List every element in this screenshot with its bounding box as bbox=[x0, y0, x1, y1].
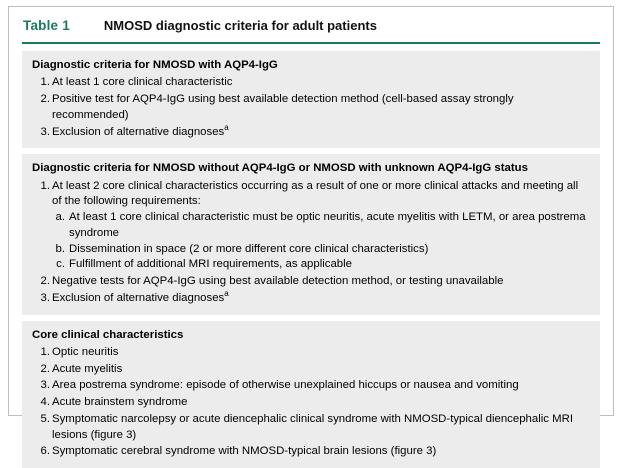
section-heading: Diagnostic criteria for NMOSD without AQP4-IgG or NMOSD with unknown AQP4-IgG status bbox=[32, 162, 528, 175]
list-text: Exclusion of alternative diagnoses bbox=[52, 125, 225, 138]
list-marker: 1. bbox=[40, 76, 50, 89]
criteria-list bbox=[32, 75, 590, 140]
list-marker: 4. bbox=[40, 396, 50, 409]
list-item bbox=[32, 345, 590, 361]
list-item bbox=[32, 378, 590, 394]
table-header bbox=[9, 7, 613, 42]
sub-list-marker: a. bbox=[55, 211, 65, 224]
list-item bbox=[32, 291, 590, 307]
footnote-marker: a bbox=[224, 289, 229, 299]
list-text: At least 1 core clinical characteristic bbox=[52, 76, 233, 89]
sub-list-marker: b. bbox=[55, 242, 65, 255]
criteria-section-without-aqp4 bbox=[22, 154, 600, 314]
sub-list-marker: c. bbox=[56, 258, 65, 271]
list-text: Symptomatic narcolepsy or acute diencephalic clinical syndrome with NMOSD-typical diencephalic MRI lesions (figure 3) bbox=[52, 412, 574, 441]
list-marker: 6. bbox=[40, 445, 50, 458]
core-clinical-characteristics-section bbox=[22, 321, 600, 468]
list-marker: 2. bbox=[40, 275, 50, 288]
list-text: Symptomatic cerebral syndrome with NMOSD-typical brain lesions (figure 3) bbox=[52, 445, 437, 458]
list-item bbox=[32, 92, 590, 123]
sub-list-text: At least 1 core clinical characteristic must be optic neuritis, acute myelitis with LETM, or area postrema syndrome bbox=[69, 211, 586, 239]
list-text: Optic neuritis bbox=[52, 345, 119, 358]
list-item bbox=[32, 274, 590, 290]
list-text: Acute brainstem syndrome bbox=[52, 396, 188, 409]
list-item bbox=[32, 362, 590, 378]
list-item bbox=[32, 75, 590, 91]
sub-list-text: Dissemination in space (2 or more different core clinical characteristics) bbox=[69, 242, 429, 255]
sub-list-item bbox=[52, 257, 590, 273]
section-heading: Core clinical characteristics bbox=[32, 328, 184, 341]
list-marker: 2. bbox=[40, 362, 50, 375]
list-item bbox=[32, 179, 590, 273]
list-marker: 3. bbox=[40, 379, 50, 392]
list-item bbox=[32, 395, 590, 411]
list-text: Acute myelitis bbox=[52, 362, 123, 375]
list-marker: 1. bbox=[40, 345, 50, 358]
list-text: Exclusion of alternative diagnoses bbox=[52, 291, 225, 304]
sub-list-item bbox=[52, 242, 590, 258]
footnote-marker: a bbox=[224, 122, 229, 132]
list-text: Area postrema syndrome: episode of otherwise unexplained hiccups or nausea and vomiting bbox=[52, 379, 519, 392]
list-text: At least 2 core clinical characteristics occurring as a result of one or more clinical attacks and meeting all of the following requirements: bbox=[52, 179, 579, 208]
sub-list-text: Fulfillment of additional MRI requirements, as applicable bbox=[69, 258, 353, 271]
list-item bbox=[32, 444, 590, 460]
list-marker: 1. bbox=[40, 179, 50, 192]
criteria-list bbox=[32, 179, 590, 307]
list-marker: 3. bbox=[40, 125, 50, 138]
sub-criteria-list bbox=[52, 210, 590, 273]
list-item bbox=[32, 122, 590, 141]
table-number: Table 1 bbox=[23, 18, 70, 33]
list-text: Positive test for AQP4-IgG using best available detection method (cell-based assay strongly recommended) bbox=[52, 93, 514, 121]
sub-list-item bbox=[52, 210, 590, 241]
list-item bbox=[32, 412, 590, 443]
table-title: NMOSD diagnostic criteria for adult patients bbox=[103, 18, 377, 33]
table-container bbox=[8, 6, 614, 458]
table-body bbox=[9, 44, 613, 468]
list-marker: 3. bbox=[40, 291, 50, 304]
criteria-list bbox=[32, 345, 590, 460]
criteria-section-with-aqp4 bbox=[22, 51, 600, 148]
list-marker: 2. bbox=[40, 93, 50, 106]
list-marker: 5. bbox=[40, 412, 50, 425]
list-text: Negative tests for AQP4-IgG using best available detection method, or testing unavailable bbox=[52, 275, 504, 288]
section-heading: Diagnostic criteria for NMOSD with AQP4-IgG bbox=[32, 59, 278, 71]
